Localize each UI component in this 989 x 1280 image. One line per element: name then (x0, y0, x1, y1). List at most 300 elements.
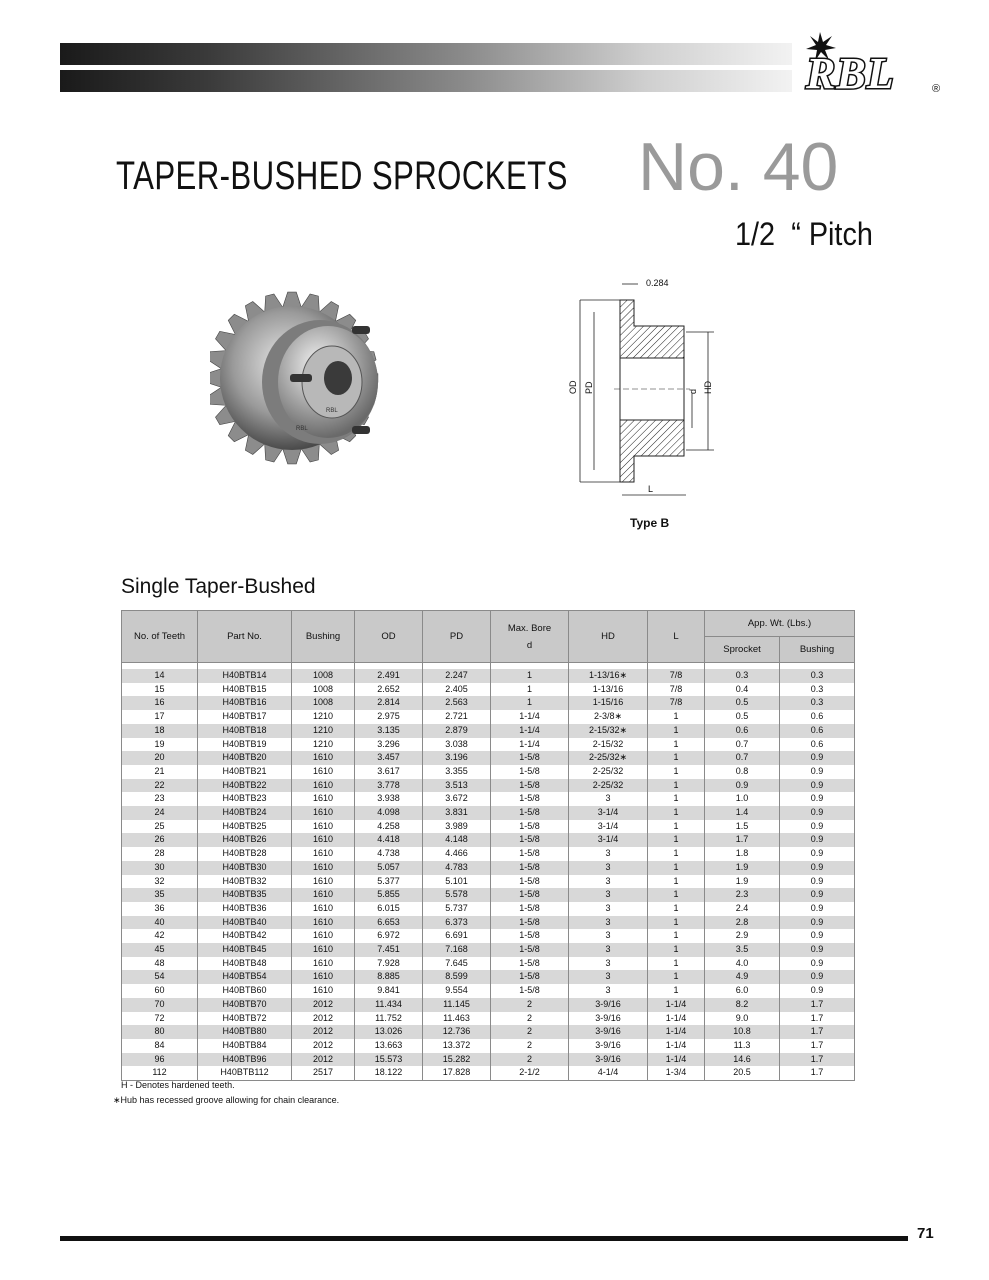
cell-length: 1 (648, 833, 705, 847)
cell-length: 1-3/4 (648, 1066, 705, 1080)
cell-weight-sprocket: 0.9 (705, 779, 780, 793)
cell-bushing: 1008 (292, 696, 355, 710)
cell-bushing: 1610 (292, 984, 355, 998)
cell-length: 1 (648, 984, 705, 998)
pitch-value: 1/2 (735, 216, 776, 252)
table-row (122, 806, 855, 820)
cell-bushing: 1610 (292, 943, 355, 957)
set-screw-bottom (352, 426, 370, 434)
cell-pd: 3.038 (423, 738, 491, 752)
cell-hd: 3 (569, 970, 648, 984)
cell-hd: 3 (569, 916, 648, 930)
table-row (122, 1025, 855, 1039)
table-row (122, 902, 855, 916)
cell-part-no: H40BTB30 (198, 861, 292, 875)
cell-pd: 6.691 (423, 929, 491, 943)
page-title: TAPER-BUSHED SPROCKETS (116, 154, 568, 198)
col-weight-bushing: Bushing (780, 637, 855, 663)
rbl-logo (798, 30, 948, 100)
table-row (122, 779, 855, 793)
cell-weight-sprocket: 0.7 (705, 738, 780, 752)
cell-weight-sprocket: 2.8 (705, 916, 780, 930)
cell-pd: 4.783 (423, 861, 491, 875)
cell-part-no: H40BTB60 (198, 984, 292, 998)
cell-weight-sprocket: 1.7 (705, 833, 780, 847)
cell-teeth: 24 (122, 806, 198, 820)
cell-max-bore: 1 (491, 683, 569, 697)
table-row (122, 1053, 855, 1067)
cell-length: 1-1/4 (648, 1012, 705, 1026)
dim-length: L (648, 484, 654, 494)
cell-od: 11.434 (355, 998, 423, 1012)
cell-pd: 3.355 (423, 765, 491, 779)
cell-bushing: 2012 (292, 998, 355, 1012)
cell-length: 1 (648, 751, 705, 765)
cell-part-no: H40BTB25 (198, 820, 292, 834)
cell-length: 7/8 (648, 669, 705, 683)
cell-pd: 9.554 (423, 984, 491, 998)
cell-teeth: 54 (122, 970, 198, 984)
cell-bushing: 2012 (292, 1039, 355, 1053)
cell-max-bore: 1-5/8 (491, 765, 569, 779)
cell-bushing: 2012 (292, 1012, 355, 1026)
cell-part-no: H40BTB22 (198, 779, 292, 793)
cell-pd: 15.282 (423, 1053, 491, 1067)
cell-weight-sprocket: 0.5 (705, 696, 780, 710)
registered-mark: ® (932, 83, 941, 95)
cell-hd: 2-25/32∗ (569, 751, 648, 765)
cell-bushing: 1008 (292, 683, 355, 697)
table-row (122, 970, 855, 984)
cell-weight-bushing: 1.7 (780, 998, 855, 1012)
cell-hd: 3 (569, 943, 648, 957)
dim-pd: PD (584, 381, 594, 394)
cell-length: 1 (648, 875, 705, 889)
table-row (122, 847, 855, 861)
cell-od: 3.457 (355, 751, 423, 765)
cell-bushing: 1210 (292, 710, 355, 724)
cell-bushing: 1610 (292, 765, 355, 779)
cell-weight-bushing: 0.9 (780, 875, 855, 889)
note-hardened: H - Denotes hardened teeth. (121, 1080, 235, 1090)
cell-pd: 3.196 (423, 751, 491, 765)
cell-pd: 6.373 (423, 916, 491, 930)
cell-pd: 5.578 (423, 888, 491, 902)
col-bore-label: Max. Bore (507, 622, 552, 634)
cell-weight-bushing: 0.9 (780, 765, 855, 779)
photo-imprint-2: RBL (296, 426, 308, 432)
cell-max-bore: 1-5/8 (491, 984, 569, 998)
cell-od: 5.855 (355, 888, 423, 902)
cell-od: 13.026 (355, 1025, 423, 1039)
cell-max-bore: 1-5/8 (491, 970, 569, 984)
table-row (122, 984, 855, 998)
cell-teeth: 20 (122, 751, 198, 765)
cell-od: 4.418 (355, 833, 423, 847)
cell-max-bore: 2 (491, 1025, 569, 1039)
cell-hd: 2-3/8∗ (569, 710, 648, 724)
cell-length: 1 (648, 792, 705, 806)
header-bar-top (60, 43, 792, 65)
cell-bushing: 1610 (292, 970, 355, 984)
cell-part-no: H40BTB54 (198, 970, 292, 984)
cell-teeth: 21 (122, 765, 198, 779)
cell-part-no: H40BTB112 (198, 1066, 292, 1080)
diagram-label: Type B (630, 516, 670, 530)
set-screw-side (290, 374, 312, 382)
cell-teeth: 28 (122, 847, 198, 861)
cell-weight-sprocket: 9.0 (705, 1012, 780, 1026)
cell-length: 1 (648, 806, 705, 820)
cell-od: 3.778 (355, 779, 423, 793)
cell-weight-bushing: 0.9 (780, 943, 855, 957)
cell-od: 3.938 (355, 792, 423, 806)
cell-weight-sprocket: 0.5 (705, 710, 780, 724)
cell-pd: 2.721 (423, 710, 491, 724)
cell-weight-sprocket: 1.9 (705, 861, 780, 875)
cell-bushing: 1610 (292, 916, 355, 930)
cell-part-no: H40BTB35 (198, 888, 292, 902)
table-row (122, 957, 855, 971)
cell-bushing: 1610 (292, 779, 355, 793)
cell-od: 3.296 (355, 738, 423, 752)
cell-od: 3.617 (355, 765, 423, 779)
cell-bushing: 1210 (292, 724, 355, 738)
cell-max-bore: 1 (491, 669, 569, 683)
cell-weight-sprocket: 2.4 (705, 902, 780, 916)
col-weight-sprocket: Sprocket (705, 637, 780, 663)
cell-max-bore: 1-5/8 (491, 875, 569, 889)
cell-od: 4.258 (355, 820, 423, 834)
cell-od: 4.738 (355, 847, 423, 861)
note-recessed: ∗Hub has recessed groove allowing for chain clearance. (113, 1095, 340, 1105)
cell-part-no: H40BTB36 (198, 902, 292, 916)
notes (113, 1078, 339, 1108)
cell-pd: 13.372 (423, 1039, 491, 1053)
cell-hd: 3-9/16 (569, 1025, 648, 1039)
cell-weight-bushing: 0.9 (780, 970, 855, 984)
cell-teeth: 36 (122, 902, 198, 916)
col-od: OD (355, 611, 423, 663)
cell-weight-bushing: 1.7 (780, 1039, 855, 1053)
cell-teeth: 35 (122, 888, 198, 902)
cell-part-no: H40BTB70 (198, 998, 292, 1012)
cell-hd: 3 (569, 875, 648, 889)
cell-weight-bushing: 0.6 (780, 724, 855, 738)
cell-pd: 2.879 (423, 724, 491, 738)
cell-teeth: 26 (122, 833, 198, 847)
table-row (122, 696, 855, 710)
cell-teeth: 40 (122, 916, 198, 930)
cell-weight-sprocket: 20.5 (705, 1066, 780, 1080)
cell-weight-sprocket: 1.0 (705, 792, 780, 806)
cell-teeth: 96 (122, 1053, 198, 1067)
cell-weight-bushing: 0.9 (780, 957, 855, 971)
cell-weight-sprocket: 4.9 (705, 970, 780, 984)
cell-od: 3.135 (355, 724, 423, 738)
cell-length: 1 (648, 847, 705, 861)
cell-part-no: H40BTB42 (198, 929, 292, 943)
table-row (122, 861, 855, 875)
cell-max-bore: 1-5/8 (491, 820, 569, 834)
cell-teeth: 45 (122, 943, 198, 957)
cell-hd: 3-1/4 (569, 833, 648, 847)
cell-max-bore: 1-5/8 (491, 957, 569, 971)
cell-hd: 3 (569, 847, 648, 861)
cell-weight-sprocket: 11.3 (705, 1039, 780, 1053)
cell-teeth: 48 (122, 957, 198, 971)
dim-hub-width: 0.284 (646, 278, 669, 288)
cell-hd: 1-15/16 (569, 696, 648, 710)
cell-part-no: H40BTB96 (198, 1053, 292, 1067)
cell-od: 7.928 (355, 957, 423, 971)
cell-part-no: H40BTB23 (198, 792, 292, 806)
cell-weight-sprocket: 10.8 (705, 1025, 780, 1039)
table-row (122, 738, 855, 752)
cell-part-no: H40BTB21 (198, 765, 292, 779)
cell-max-bore: 2 (491, 1053, 569, 1067)
cell-hd: 2-15/32 (569, 738, 648, 752)
cell-max-bore: 1-5/8 (491, 929, 569, 943)
cell-part-no: H40BTB72 (198, 1012, 292, 1026)
cell-weight-bushing: 0.9 (780, 847, 855, 861)
cell-pd: 2.563 (423, 696, 491, 710)
cell-max-bore: 1-1/4 (491, 738, 569, 752)
table-row (122, 751, 855, 765)
cell-max-bore: 1-1/4 (491, 724, 569, 738)
cell-teeth: 14 (122, 669, 198, 683)
cell-part-no: H40BTB20 (198, 751, 292, 765)
cell-od: 4.098 (355, 806, 423, 820)
cell-max-bore: 1-5/8 (491, 779, 569, 793)
cell-teeth: 112 (122, 1066, 198, 1080)
cell-weight-bushing: 0.6 (780, 738, 855, 752)
cell-teeth: 84 (122, 1039, 198, 1053)
cell-hd: 1-13/16 (569, 683, 648, 697)
cell-pd: 4.466 (423, 847, 491, 861)
dim-bore: d (688, 388, 698, 394)
cell-pd: 2.405 (423, 683, 491, 697)
table-row (122, 998, 855, 1012)
cell-part-no: H40BTB18 (198, 724, 292, 738)
cell-length: 1 (648, 779, 705, 793)
table-row (122, 943, 855, 957)
cell-weight-bushing: 0.9 (780, 792, 855, 806)
cell-weight-sprocket: 1.9 (705, 875, 780, 889)
cell-weight-sprocket: 2.9 (705, 929, 780, 943)
cell-od: 9.841 (355, 984, 423, 998)
cell-hd: 3 (569, 902, 648, 916)
cell-teeth: 60 (122, 984, 198, 998)
cell-max-bore: 1-5/8 (491, 943, 569, 957)
cell-weight-bushing: 1.7 (780, 1053, 855, 1067)
set-screw-top (352, 326, 370, 334)
bore-hole (324, 361, 352, 395)
cell-weight-bushing: 0.9 (780, 888, 855, 902)
photo-imprint-1: RBL (326, 408, 338, 414)
cell-hd: 1-13/16∗ (569, 669, 648, 683)
cell-max-bore: 1-5/8 (491, 806, 569, 820)
cell-max-bore: 2 (491, 1012, 569, 1026)
cell-bushing: 1610 (292, 792, 355, 806)
cell-od: 2.491 (355, 669, 423, 683)
cell-weight-sprocket: 1.4 (705, 806, 780, 820)
cell-pd: 3.513 (423, 779, 491, 793)
cell-hd: 4-1/4 (569, 1066, 648, 1080)
cell-teeth: 19 (122, 738, 198, 752)
cell-pd: 3.831 (423, 806, 491, 820)
cell-weight-bushing: 0.9 (780, 751, 855, 765)
cell-length: 1 (648, 724, 705, 738)
cell-part-no: H40BTB17 (198, 710, 292, 724)
table-row (122, 683, 855, 697)
sprocket-photo (210, 270, 390, 485)
cell-od: 15.573 (355, 1053, 423, 1067)
cell-hd: 3 (569, 861, 648, 875)
cell-teeth: 25 (122, 820, 198, 834)
cell-length: 1 (648, 970, 705, 984)
cell-hd: 2-25/32 (569, 765, 648, 779)
cell-teeth: 42 (122, 929, 198, 943)
cell-weight-bushing: 0.9 (780, 779, 855, 793)
table-row (122, 792, 855, 806)
cell-weight-bushing: 0.3 (780, 696, 855, 710)
cell-max-bore: 2 (491, 1039, 569, 1053)
cell-length: 1 (648, 902, 705, 916)
pitch-heading (735, 216, 873, 253)
cell-pd: 2.247 (423, 669, 491, 683)
cell-part-no: H40BTB48 (198, 957, 292, 971)
cell-hd: 3-9/16 (569, 1012, 648, 1026)
cell-part-no: H40BTB26 (198, 833, 292, 847)
cell-hd: 3-9/16 (569, 1053, 648, 1067)
cell-length: 1 (648, 957, 705, 971)
cell-max-bore: 1 (491, 696, 569, 710)
cell-hd: 2-15/32∗ (569, 724, 648, 738)
cell-weight-bushing: 0.3 (780, 683, 855, 697)
table-row (122, 833, 855, 847)
cell-od: 8.885 (355, 970, 423, 984)
cell-bushing: 2012 (292, 1053, 355, 1067)
cell-weight-sprocket: 4.0 (705, 957, 780, 971)
cell-teeth: 30 (122, 861, 198, 875)
cell-length: 1 (648, 888, 705, 902)
cell-weight-bushing: 0.6 (780, 710, 855, 724)
cell-length: 1 (648, 710, 705, 724)
cell-length: 7/8 (648, 683, 705, 697)
section-upper (620, 300, 684, 358)
cell-length: 1 (648, 765, 705, 779)
cell-max-bore: 1-5/8 (491, 888, 569, 902)
cell-hd: 3-1/4 (569, 820, 648, 834)
cell-weight-sprocket: 0.4 (705, 683, 780, 697)
table-row (122, 875, 855, 889)
cell-weight-sprocket: 2.3 (705, 888, 780, 902)
col-bore-symbol: d (526, 639, 533, 651)
cell-hd: 3-9/16 (569, 1039, 648, 1053)
cell-od: 6.653 (355, 916, 423, 930)
cell-weight-bushing: 0.9 (780, 861, 855, 875)
cell-od: 18.122 (355, 1066, 423, 1080)
cell-od: 5.057 (355, 861, 423, 875)
cell-bushing: 2012 (292, 1025, 355, 1039)
cell-max-bore: 1-5/8 (491, 916, 569, 930)
cell-pd: 4.148 (423, 833, 491, 847)
cell-pd: 5.737 (423, 902, 491, 916)
cell-weight-bushing: 1.7 (780, 1066, 855, 1080)
col-hd: HD (569, 611, 648, 663)
cell-length: 7/8 (648, 696, 705, 710)
cell-weight-sprocket: 1.5 (705, 820, 780, 834)
chain-number: No. 40 (638, 129, 839, 205)
cell-bushing: 1610 (292, 833, 355, 847)
cell-weight-bushing: 1.7 (780, 1025, 855, 1039)
cell-weight-bushing: 0.9 (780, 820, 855, 834)
cell-length: 1-1/4 (648, 998, 705, 1012)
type-b-diagram (558, 270, 738, 505)
cell-part-no: H40BTB80 (198, 1025, 292, 1039)
col-pd: PD (423, 611, 491, 663)
spec-table (121, 610, 855, 1081)
cell-part-no: H40BTB28 (198, 847, 292, 861)
cell-teeth: 32 (122, 875, 198, 889)
table-row (122, 929, 855, 943)
cell-weight-sprocket: 1.8 (705, 847, 780, 861)
cell-weight-sprocket: 6.0 (705, 984, 780, 998)
cell-teeth: 17 (122, 710, 198, 724)
cell-max-bore: 1-5/8 (491, 902, 569, 916)
cell-bushing: 1610 (292, 929, 355, 943)
cell-length: 1-1/4 (648, 1053, 705, 1067)
page-number: 71 (917, 1225, 934, 1242)
cell-weight-sprocket: 0.6 (705, 724, 780, 738)
cell-length: 1 (648, 943, 705, 957)
cell-pd: 17.828 (423, 1066, 491, 1080)
cell-teeth: 22 (122, 779, 198, 793)
cell-max-bore: 1-1/4 (491, 710, 569, 724)
table-row (122, 765, 855, 779)
cell-bushing: 1610 (292, 847, 355, 861)
cell-weight-bushing: 0.9 (780, 833, 855, 847)
footer-rule (60, 1236, 908, 1241)
cell-part-no: H40BTB16 (198, 696, 292, 710)
cell-length: 1 (648, 929, 705, 943)
section-title: Single Taper-Bushed (121, 575, 316, 598)
cell-length: 1 (648, 861, 705, 875)
cell-length: 1 (648, 820, 705, 834)
cell-od: 2.975 (355, 710, 423, 724)
table-row (122, 916, 855, 930)
cell-length: 1 (648, 916, 705, 930)
cell-pd: 12.736 (423, 1025, 491, 1039)
cell-weight-bushing: 0.3 (780, 669, 855, 683)
cell-weight-sprocket: 0.7 (705, 751, 780, 765)
table-row (122, 1039, 855, 1053)
cell-part-no: H40BTB14 (198, 669, 292, 683)
col-teeth: No. of Teeth (122, 611, 198, 663)
cell-weight-sprocket: 14.6 (705, 1053, 780, 1067)
cell-od: 5.377 (355, 875, 423, 889)
cell-bushing: 1610 (292, 902, 355, 916)
cell-bushing: 1610 (292, 888, 355, 902)
logo-text: RBL (806, 49, 895, 98)
pitch-label: “ Pitch (791, 216, 873, 252)
cell-pd: 11.145 (423, 998, 491, 1012)
cell-teeth: 80 (122, 1025, 198, 1039)
cell-bushing: 1610 (292, 875, 355, 889)
cell-teeth: 70 (122, 998, 198, 1012)
cell-part-no: H40BTB32 (198, 875, 292, 889)
